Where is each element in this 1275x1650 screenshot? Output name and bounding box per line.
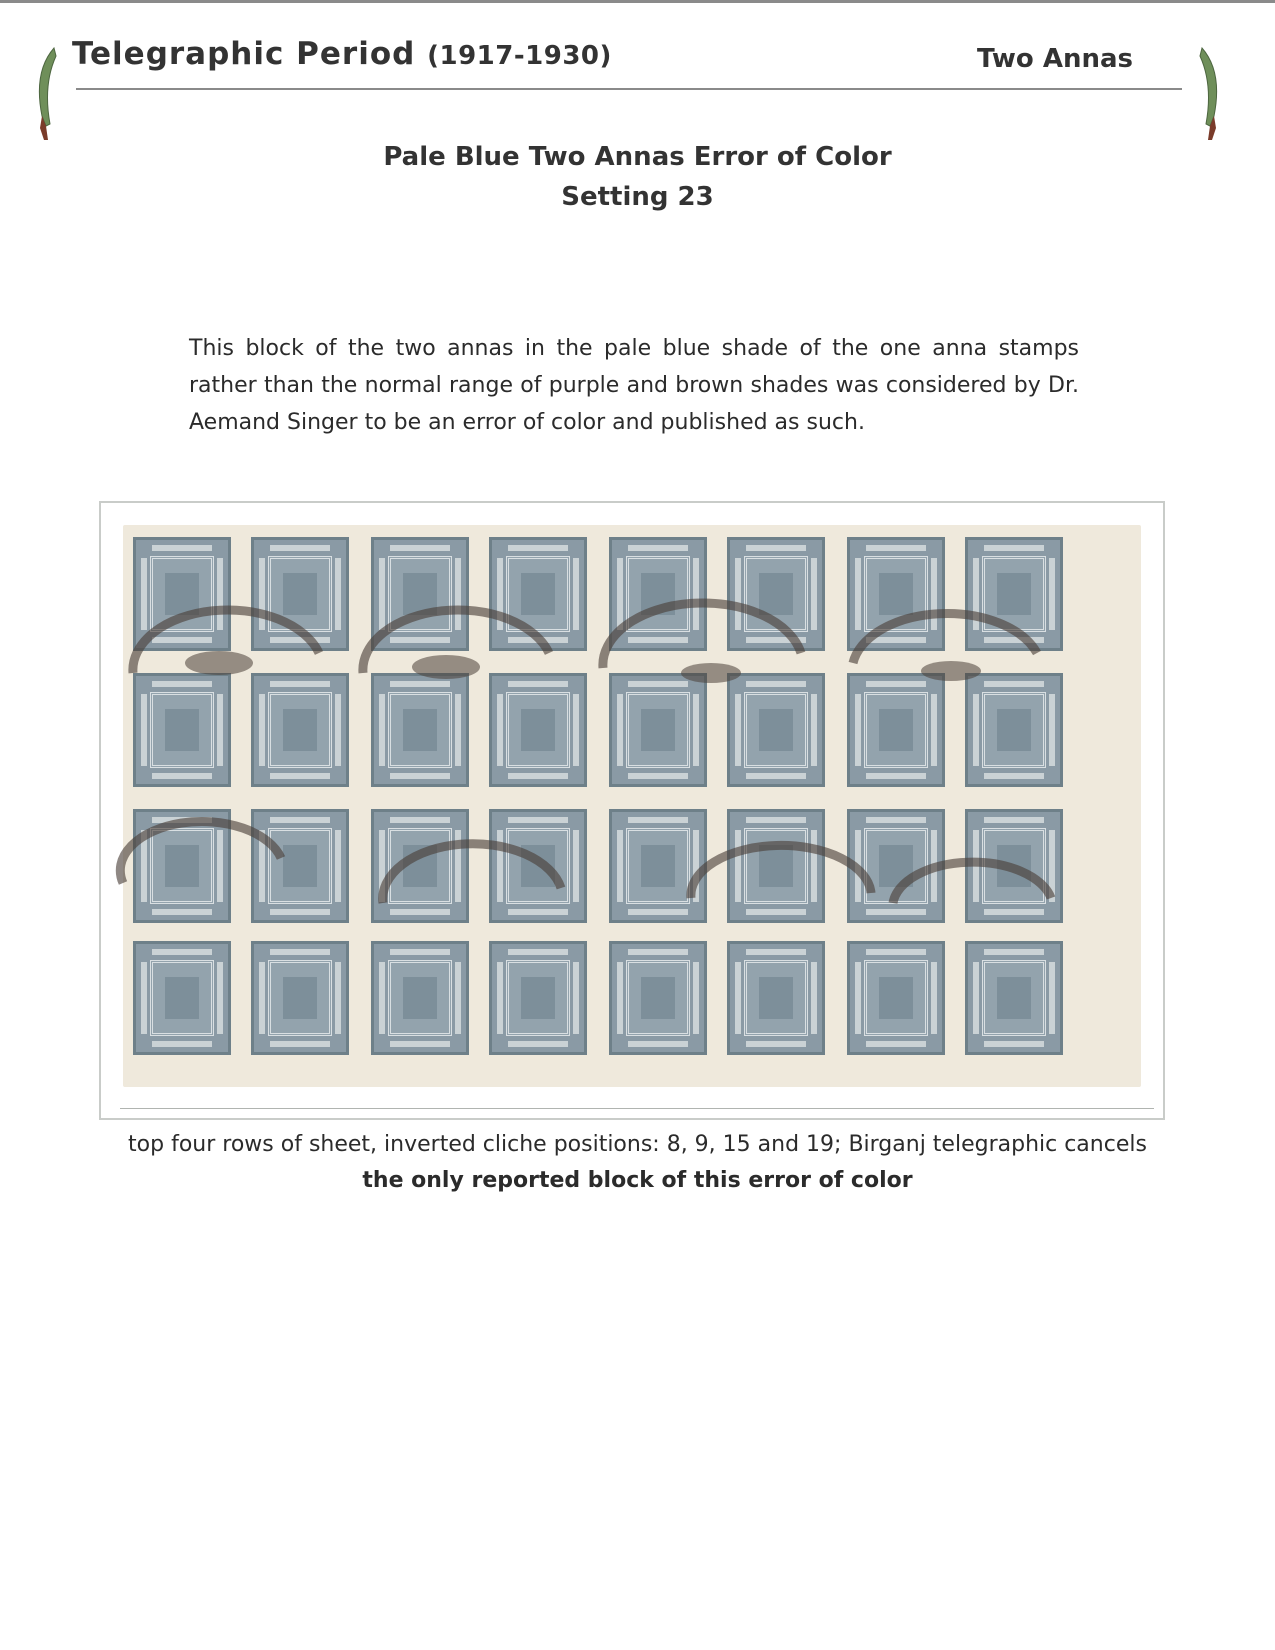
caption-details: top four rows of sheet, inverted cliche positions: 8, 9, 15 and 19; Birganj telegraphic cancels [128,1132,1147,1157]
stamp [847,537,945,651]
intro-paragraph: This block of the two annas in the pale blue shade of the one anna stamps rather than the normal range of purple and brown shades was considered by Dr. Aemand Singer to be an error of color and published as such. [189,336,1079,435]
top-border-rule [0,0,1275,3]
stamp [727,537,825,651]
stamp [727,673,825,787]
stamp [609,673,707,787]
stamp-block-sheet [123,525,1141,1087]
stamp [371,941,469,1055]
stamp-block-frame [99,501,1165,1120]
header-rule [76,88,1182,90]
stamp [133,809,231,923]
stamp [251,537,349,651]
stamp [371,809,469,923]
stamp [489,673,587,787]
stamp [727,809,825,923]
stamp [847,809,945,923]
stamp [489,537,587,651]
stamp [371,673,469,787]
stamp [727,941,825,1055]
stamp [965,941,1063,1055]
header-denomination: Two Annas [977,44,1133,74]
stamp [609,537,707,651]
stamp [251,673,349,787]
stamp [965,809,1063,923]
stamp [133,537,231,651]
page-subtitle-setting: Setting 23 [561,182,714,212]
header-years: (1917-1930) [427,41,612,71]
frame-bottom-rule [120,1108,1154,1109]
stamp [847,673,945,787]
stamp [489,941,587,1055]
stamp [609,941,707,1055]
stamp [489,809,587,923]
kukri-knife-icon-right [1196,46,1222,142]
page-header-title [72,36,612,72]
stamp [965,673,1063,787]
stamp [251,809,349,923]
stamp [251,941,349,1055]
stamp [609,809,707,923]
stamp [965,537,1063,651]
page-title: Pale Blue Two Annas Error of Color [383,142,892,172]
stamp [371,537,469,651]
kukri-knife-icon-left [34,46,60,142]
stamp [847,941,945,1055]
caption-highlight: the only reported block of this error of color [362,1168,913,1193]
stamp [133,673,231,787]
stamp [133,941,231,1055]
header-period-name: Telegraphic Period [72,36,416,72]
